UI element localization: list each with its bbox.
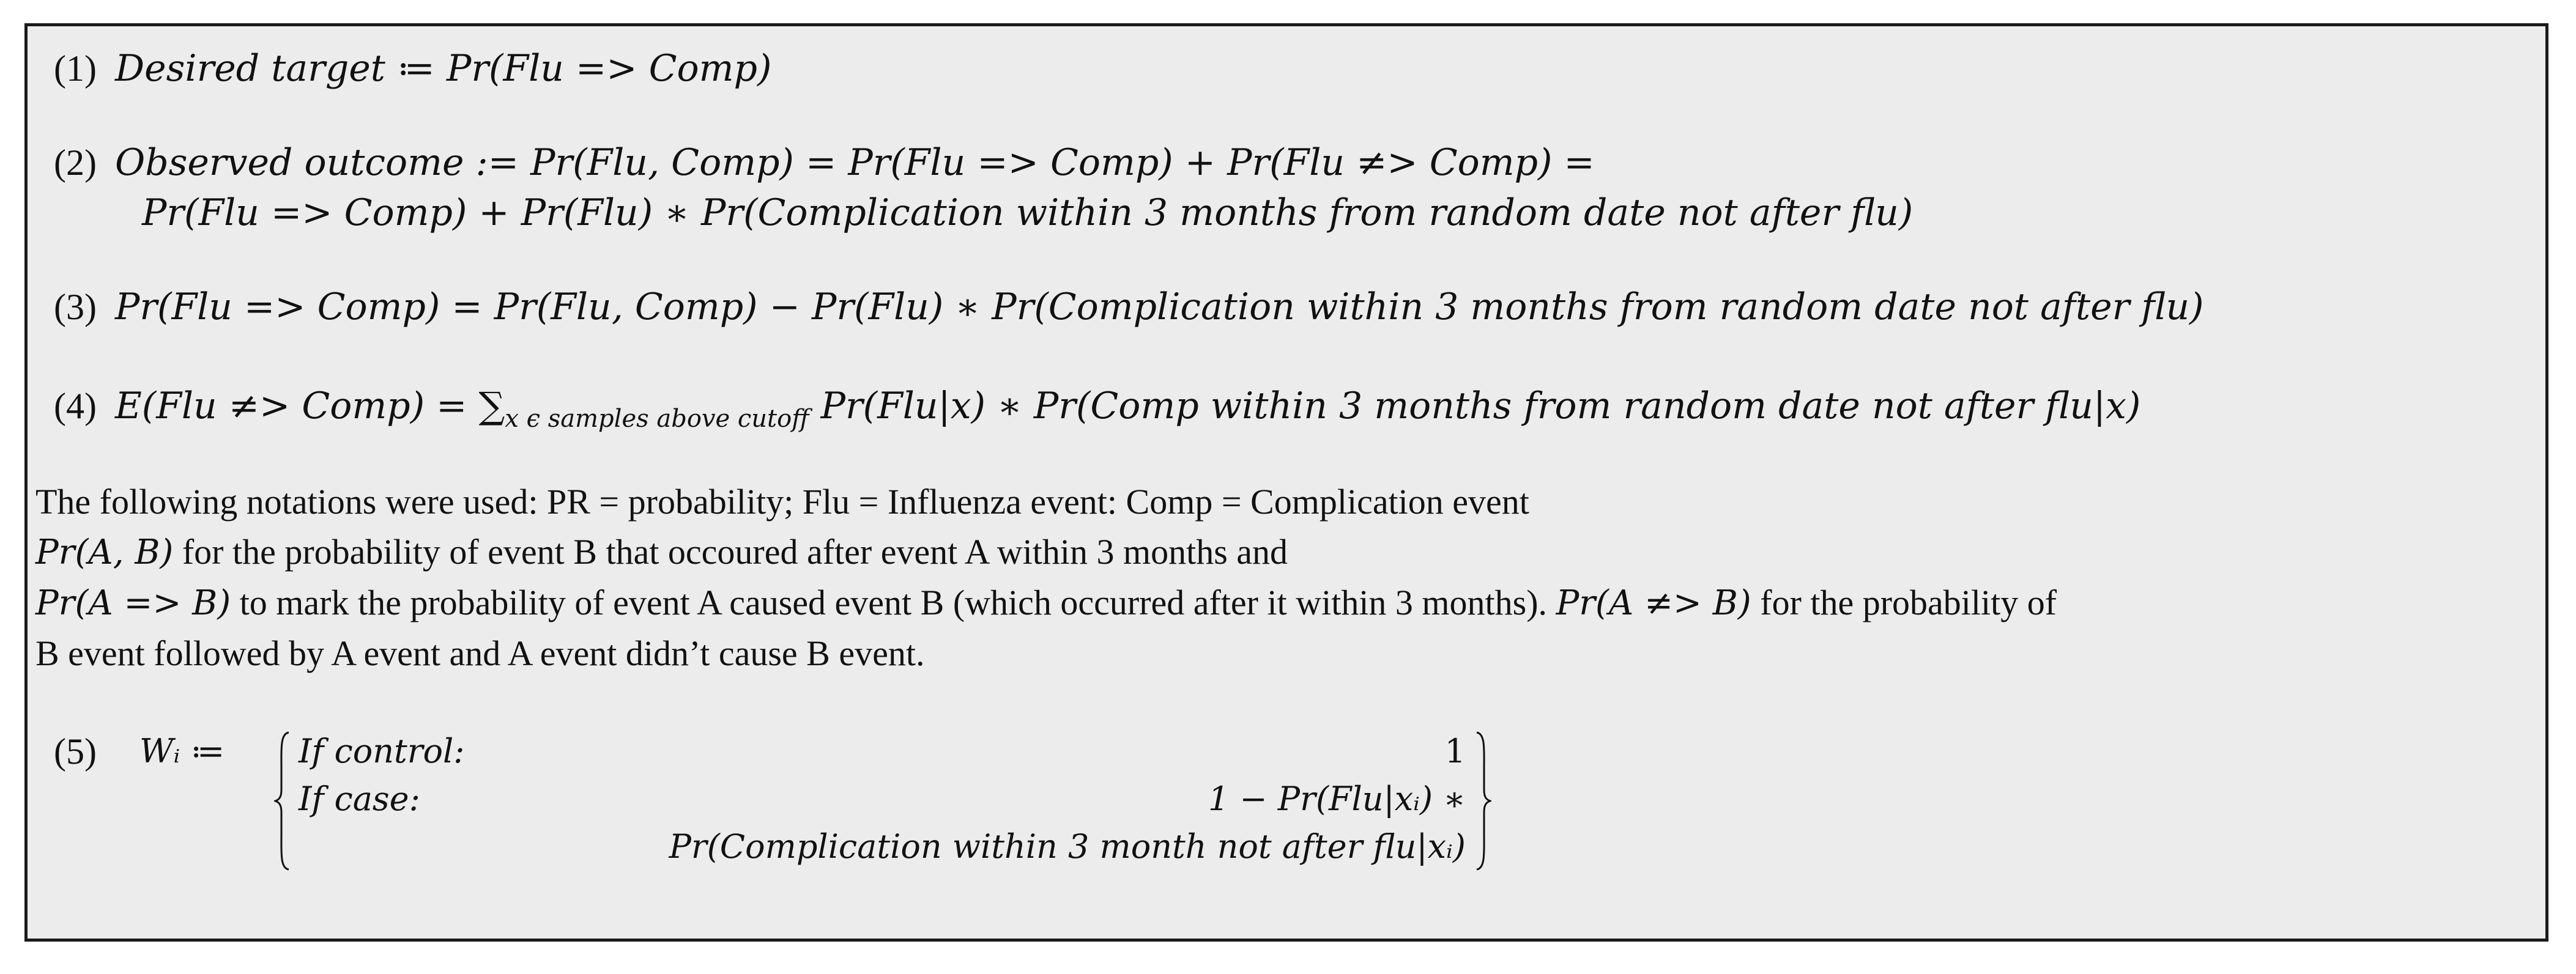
equation-rhs: Pr(Flu|x) ∗ Pr(Comp within 3 months from random date not after flu|x) [809, 385, 2141, 427]
equation-number: (3) [54, 287, 97, 327]
notes-text: to mark the probability of event A caused event B (which occurred after it within 3 months). [231, 583, 1556, 622]
case-case-value-2: Pr(Complication within 3 month not after flu|xᵢ) [669, 827, 1466, 866]
equation-text: Pr(Flu => Comp) = Pr(Flu, Comp) − Pr(Flu) ∗ Pr(Complication within 3 months from random date not after flu) [115, 286, 2204, 328]
equation-3 [54, 282, 2204, 331]
equation-lhs: Wᵢ ≔ [139, 732, 225, 770]
case-case-label: If case: [299, 780, 420, 818]
case-case-value-1: 1 − Pr(Flu|xᵢ) ∗ [1208, 780, 1466, 818]
right-brace-icon [1474, 731, 1491, 871]
notes-math: Pr(A, B) [35, 533, 174, 572]
equation-number: (1) [54, 48, 97, 89]
summation-subscript: x ϵ samples above cutoff [505, 405, 809, 433]
left-brace-icon [274, 731, 291, 871]
equation-4 [54, 382, 2140, 443]
case-control-label: If control: [299, 732, 465, 770]
equation-text-line1: Observed outcome := Pr(Flu, Comp) = Pr(Flu => Comp) + Pr(Flu ≠> Comp) = [115, 141, 1595, 184]
notes-line-2 [35, 527, 2519, 578]
equation-lhs: E(Flu ≠> Comp) = ∑ [115, 385, 505, 427]
equation-2 [54, 138, 1595, 187]
notes-math: Pr(A ≠> B) [1556, 583, 1751, 623]
notes-line-4: B event followed by A event and A event didn’t cause B event. [35, 633, 925, 673]
equation-number: (4) [54, 386, 97, 426]
notation-notes [35, 477, 2519, 679]
equation-number: (5) [54, 731, 97, 772]
equation-text: Desired target ≔ Pr(Flu => Comp) [115, 47, 772, 90]
equation-2-continuation: Pr(Flu => Comp) + Pr(Flu) ∗ Pr(Complication within 3 months from random date not after flu) [142, 191, 1913, 234]
notes-text: for the probability of event B that occoured after event A within 3 months and [173, 532, 1288, 572]
notes-text: for the probability of [1751, 583, 2057, 622]
equation-number: (2) [54, 142, 97, 183]
cases-block [274, 728, 1498, 874]
notes-math: Pr(A => B) [35, 583, 231, 623]
notes-line-1: The following notations were used: PR = probability; Flu = Influenza event: Comp = Complication event [35, 482, 1529, 522]
equation-1 [54, 44, 771, 93]
case-control-value: 1 [1444, 732, 1466, 770]
notes-line-3 [35, 578, 2519, 629]
